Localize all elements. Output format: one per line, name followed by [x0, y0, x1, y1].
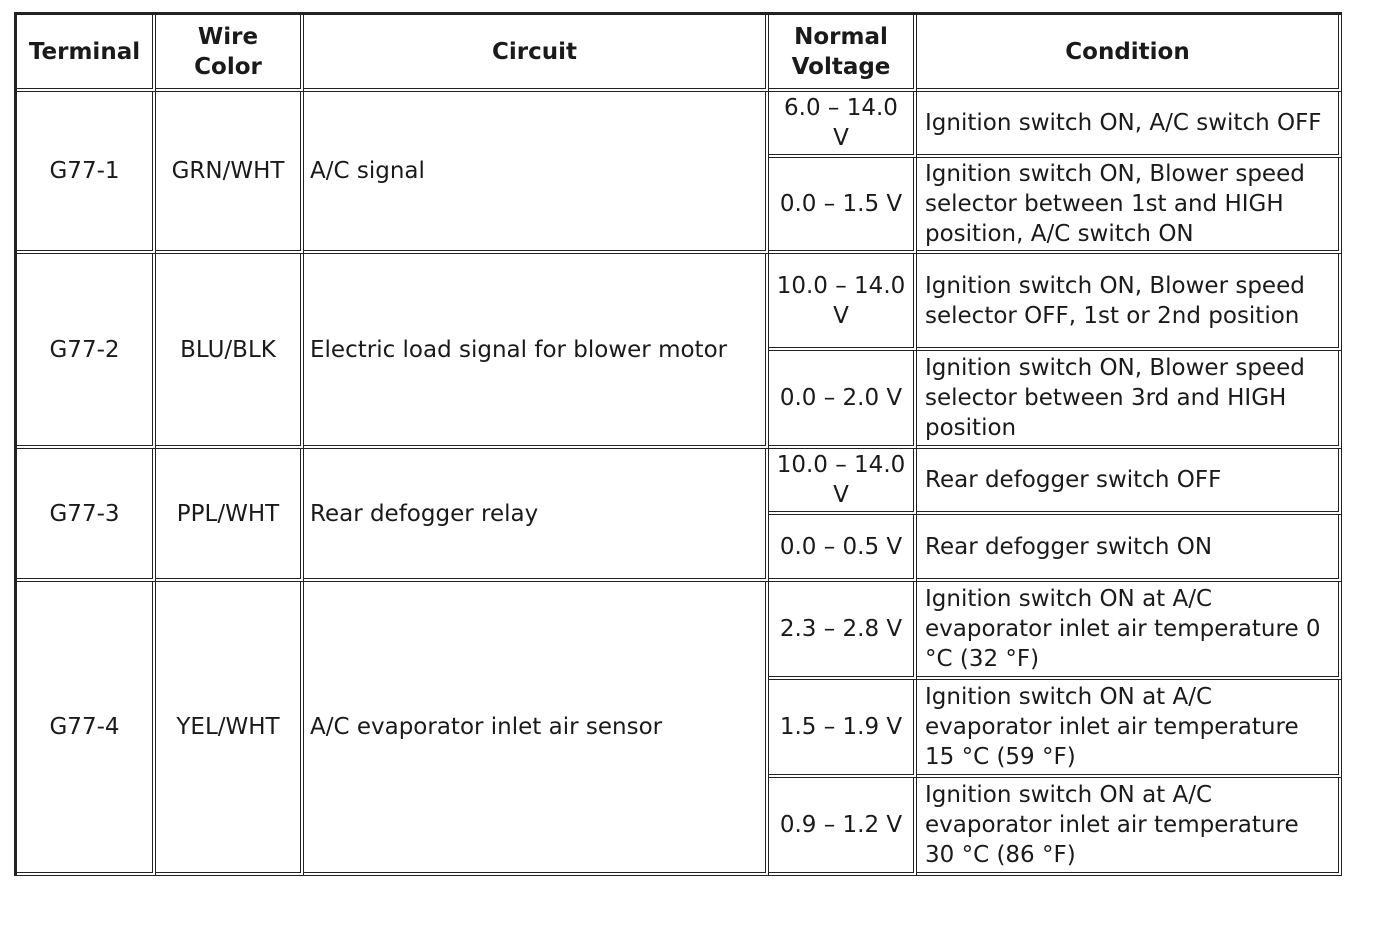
header-wire-label-1: Wire — [197, 23, 259, 50]
header-voltage-label-2: Voltage — [791, 53, 891, 80]
table-row — [17, 92, 1342, 158]
terminal-cell: G77-1 — [17, 92, 156, 254]
condition-cell: Ignition switch ON, A/C switch OFF — [917, 92, 1342, 158]
voltage-cell: 10.0 – 14.0 V — [769, 254, 917, 351]
header-condition — [917, 15, 1342, 92]
condition-cell: Rear defogger switch ON — [917, 515, 1342, 582]
header-wire-label-2: Color — [194, 53, 262, 80]
header-row — [17, 15, 1342, 92]
terminal-cell: G77-4 — [17, 582, 156, 876]
voltage-cell: 0.9 – 1.2 V — [769, 778, 917, 876]
terminal-cell: G77-2 — [17, 254, 156, 449]
header-condition-label: Condition — [1065, 38, 1190, 65]
condition-cell: Ignition switch ON, Blower speed selector between 3rd and HIGH position — [917, 351, 1342, 449]
table-row — [17, 254, 1342, 351]
voltage-cell: 0.0 – 2.0 V — [769, 351, 917, 449]
circuit-cell: A/C evaporator inlet air sensor — [304, 582, 769, 876]
wire-color-cell: BLU/BLK — [156, 254, 304, 449]
voltage-cell: 0.0 – 0.5 V — [769, 515, 917, 582]
wire-color-cell: GRN/WHT — [156, 92, 304, 254]
header-terminal — [17, 15, 156, 92]
circuit-cell: Electric load signal for blower motor — [304, 254, 769, 449]
condition-cell: Ignition switch ON at A/C evaporator inlet air temperature 0 °C (32 °F) — [917, 582, 1342, 680]
circuit-cell: Rear defogger relay — [304, 449, 769, 582]
condition-cell: Rear defogger switch OFF — [917, 449, 1342, 515]
header-voltage-label-1: Normal — [794, 23, 888, 50]
wire-color-cell: YEL/WHT — [156, 582, 304, 876]
voltage-cell: 6.0 – 14.0 V — [769, 92, 917, 158]
header-normal-voltage — [769, 15, 917, 92]
header-circuit-label: Circuit — [492, 38, 577, 65]
voltage-cell: 10.0 – 14.0 V — [769, 449, 917, 515]
circuit-cell: A/C signal — [304, 92, 769, 254]
wire-color-cell: PPL/WHT — [156, 449, 304, 582]
terminal-cell: G77-3 — [17, 449, 156, 582]
condition-cell: Ignition switch ON at A/C evaporator inlet air temperature 15 °C (59 °F) — [917, 680, 1342, 778]
terminal-table-wrapper — [14, 12, 1342, 876]
voltage-cell: 1.5 – 1.9 V — [769, 680, 917, 778]
table-row — [17, 449, 1342, 515]
header-wire-color — [156, 15, 304, 92]
voltage-cell: 0.0 – 1.5 V — [769, 158, 917, 254]
condition-cell: Ignition switch ON at A/C evaporator inlet air temperature 30 °C (86 °F) — [917, 778, 1342, 876]
table-row — [17, 582, 1342, 680]
header-circuit — [304, 15, 769, 92]
condition-cell: Ignition switch ON, Blower speed selector between 1st and HIGH position, A/C switch ON — [917, 158, 1342, 254]
header-terminal-label: Terminal — [28, 38, 141, 65]
condition-cell: Ignition switch ON, Blower speed selector OFF, 1st or 2nd position — [917, 254, 1342, 351]
terminal-voltage-table — [14, 12, 1342, 876]
voltage-cell: 2.3 – 2.8 V — [769, 582, 917, 680]
